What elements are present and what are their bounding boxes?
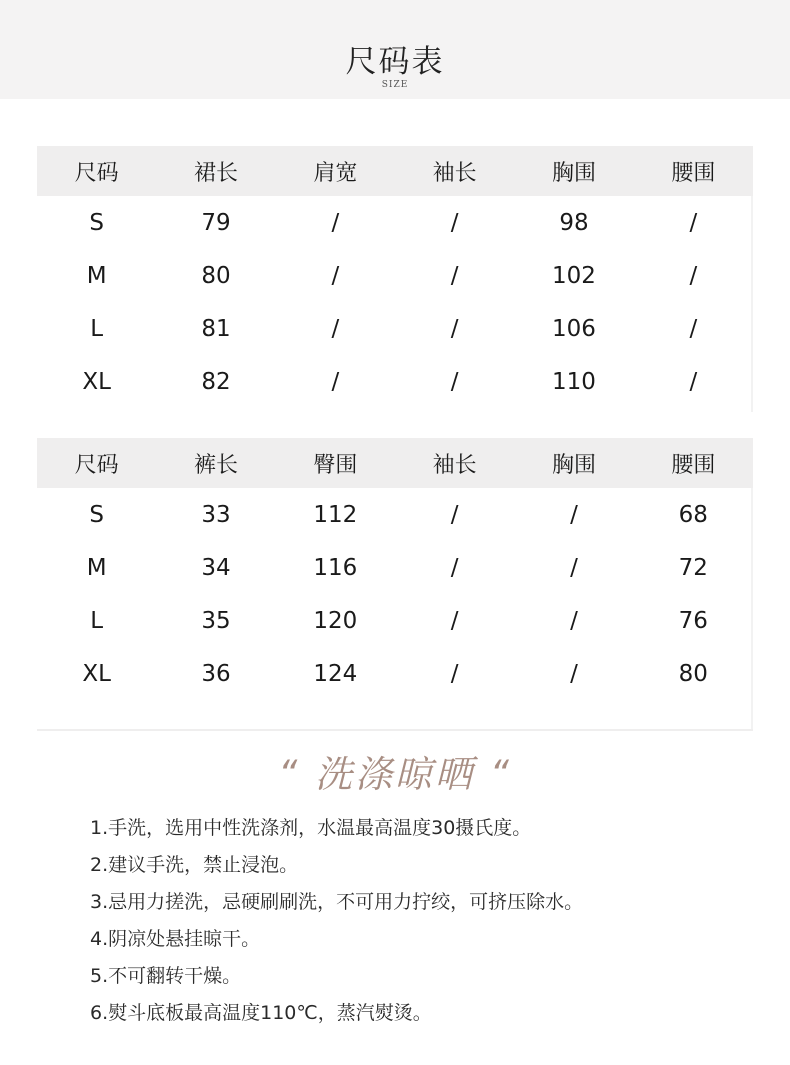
table-cell: 76 — [678, 607, 708, 634]
table-cell: 116 — [313, 554, 358, 581]
table-cell: / — [450, 554, 459, 581]
table-cell: / — [570, 501, 578, 528]
table-cell: L — [90, 607, 104, 634]
column-header: 袖长 — [395, 438, 514, 488]
table-cell: XL — [82, 368, 111, 395]
table-cell: / — [450, 262, 459, 289]
table-cell: 80 — [678, 660, 708, 687]
page-subtitle: SIZE — [381, 80, 409, 90]
column-header: 裙长 — [156, 146, 275, 196]
table-cell: 124 — [313, 660, 358, 687]
table-cell: 82 — [201, 368, 231, 395]
table-cell: / — [570, 660, 578, 687]
table-cell: XL — [82, 660, 111, 687]
table-cell: 81 — [201, 315, 231, 342]
column-header: 尺码 — [37, 146, 156, 196]
list-item: 1.手洗，选用中性洗涤剂，水温最高温度30摄氏度。 — [90, 817, 532, 839]
page-header — [0, 0, 790, 99]
table-cell: 106 — [552, 315, 596, 342]
table-cell: S — [89, 209, 104, 236]
table-row — [37, 647, 753, 700]
table-cell: 34 — [201, 554, 231, 581]
page-title: 尺码表 — [345, 44, 445, 80]
table-cell: S — [89, 501, 104, 528]
table-cell: 33 — [201, 501, 231, 528]
table-cell: / — [689, 209, 698, 236]
column-header: 腰围 — [634, 146, 753, 196]
table-row — [37, 594, 753, 647]
table-cell: / — [331, 262, 340, 289]
table-cell: / — [570, 554, 578, 581]
table-cell: / — [331, 368, 340, 395]
table-row — [37, 488, 753, 541]
table-cell: 110 — [552, 368, 596, 395]
column-header: 臀围 — [276, 438, 395, 488]
table-cell: 80 — [201, 262, 231, 289]
list-item: 3.忌用力搓洗，忌硬刷刷洗，不可用力拧绞，可挤压除水。 — [90, 891, 584, 913]
table-cell: / — [689, 315, 698, 342]
care-section-title: “ 洗涤晾晒 “ — [278, 753, 512, 796]
table-cell: 98 — [559, 209, 589, 236]
table-cell: 102 — [552, 262, 596, 289]
column-header: 胸围 — [514, 438, 633, 488]
size-table-pants — [37, 438, 753, 700]
table-cell: / — [689, 368, 698, 395]
table-cell: / — [450, 209, 459, 236]
table-cell: L — [90, 315, 104, 342]
size-table-dress — [37, 146, 753, 408]
table-header-row — [37, 438, 753, 488]
table-cell: 35 — [201, 607, 231, 634]
table-row — [37, 302, 753, 355]
list-item: 5.不可翻转干燥。 — [90, 965, 242, 987]
table-cell: / — [331, 209, 340, 236]
table-row — [37, 541, 753, 594]
care-instructions-list — [90, 810, 583, 1032]
table-cell: / — [450, 660, 459, 687]
table-bottom-border — [37, 729, 753, 731]
table-cell: / — [450, 607, 459, 634]
column-header: 尺码 — [37, 438, 156, 488]
table-cell: M — [86, 554, 107, 581]
table-cell: / — [570, 607, 578, 634]
table-cell: 72 — [678, 554, 708, 581]
table-border — [751, 488, 753, 730]
table-border — [751, 196, 753, 412]
table-cell: 36 — [201, 660, 231, 687]
table-row — [37, 249, 753, 302]
column-header: 胸围 — [514, 146, 633, 196]
list-item: 2.建议手洗，禁止浸泡。 — [90, 854, 299, 876]
table-cell: / — [331, 315, 340, 342]
table-cell: 68 — [678, 501, 708, 528]
list-item: 6.熨斗底板最高温度110℃，蒸汽熨烫。 — [90, 1002, 432, 1024]
column-header: 肩宽 — [276, 146, 395, 196]
table-row — [37, 196, 753, 249]
table-cell: 120 — [313, 607, 358, 634]
column-header: 裤长 — [156, 438, 275, 488]
table-cell: / — [689, 262, 698, 289]
table-row — [37, 355, 753, 408]
table-cell: 79 — [201, 209, 231, 236]
table-cell: 112 — [313, 501, 358, 528]
table-header-row — [37, 146, 753, 196]
column-header: 腰围 — [634, 438, 753, 488]
table-cell: / — [450, 501, 459, 528]
column-header: 袖长 — [395, 146, 514, 196]
list-item: 4.阴凉处悬挂晾干。 — [90, 928, 261, 950]
table-cell: M — [86, 262, 107, 289]
table-cell: / — [450, 368, 459, 395]
table-cell: / — [450, 315, 459, 342]
